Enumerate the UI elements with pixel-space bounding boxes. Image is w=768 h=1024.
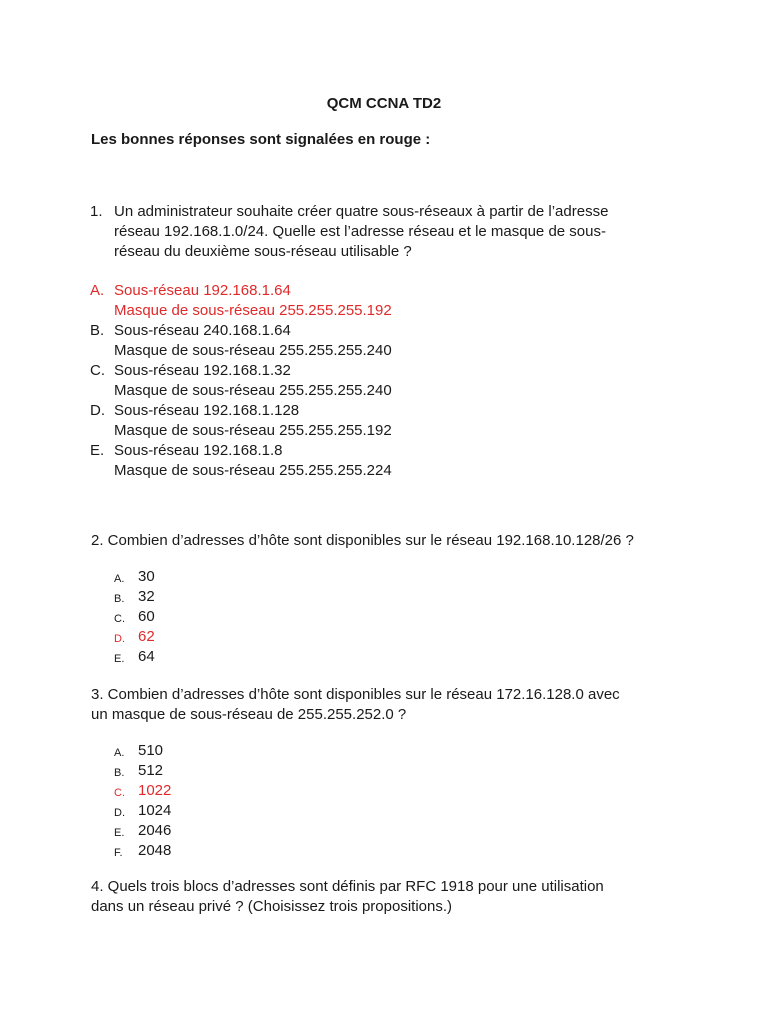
option-mask: Masque de sous-réseau 255.255.255.192	[114, 422, 392, 439]
option-c	[90, 361, 392, 401]
option-value: 30	[138, 568, 155, 585]
option-a	[90, 281, 392, 321]
option-subnet: Sous-réseau 240.168.1.64	[114, 322, 291, 339]
option-b	[114, 587, 155, 607]
option-d	[114, 627, 155, 647]
question-4-line: 4. Quels trois blocs d’adresses sont définis par RFC 1918 pour une utilisation	[91, 878, 604, 895]
question-1	[90, 202, 684, 262]
question-1-number: 1.	[90, 203, 103, 220]
option-value: 1022	[138, 782, 172, 799]
option-letter: E.	[114, 653, 125, 665]
option-letter: B.	[114, 593, 125, 605]
intro-text: Les bonnes réponses sont signalées en rouge :	[91, 131, 431, 148]
question-1-line: réseau du deuxième sous-réseau utilisable ?	[114, 243, 412, 260]
question-1-line: réseau 192.168.1.0/24. Quelle est l’adresse réseau et le masque de sous-	[114, 223, 606, 240]
option-c	[114, 607, 155, 627]
option-letter: A.	[114, 573, 125, 585]
option-letter: E.	[114, 827, 125, 839]
option-value: 1024	[138, 802, 172, 819]
option-letter: A.	[114, 747, 125, 759]
option-value: 62	[138, 628, 155, 645]
option-subnet: Sous-réseau 192.168.1.128	[114, 402, 300, 419]
option-value: 32	[138, 588, 155, 605]
option-mask: Masque de sous-réseau 255.255.255.224	[114, 462, 392, 479]
option-mask: Masque de sous-réseau 255.255.255.240	[114, 342, 392, 359]
option-a	[114, 741, 171, 761]
option-b	[114, 761, 171, 781]
option-letter: B.	[114, 767, 125, 779]
option-d	[90, 401, 392, 441]
option-e	[90, 441, 392, 481]
question-1-options	[90, 281, 392, 481]
option-letter: E.	[90, 442, 105, 459]
question-2-options	[114, 567, 155, 667]
question-2: 2. Combien d’adresses d’hôte sont disponibles sur le réseau 192.168.10.128/26 ?	[91, 532, 634, 549]
option-subnet: Sous-réseau 192.168.1.8	[114, 442, 283, 459]
question-4	[91, 877, 691, 917]
option-letter: D.	[114, 807, 125, 819]
option-f	[114, 841, 172, 861]
option-mask: Masque de sous-réseau 255.255.255.240	[114, 382, 392, 399]
option-subnet: Sous-réseau 192.168.1.64	[114, 282, 291, 299]
option-letter: D.	[90, 402, 105, 419]
option-letter: C.	[114, 787, 125, 799]
option-d	[114, 801, 172, 821]
option-letter: B.	[90, 322, 105, 339]
question-4-line: dans un réseau privé ? (Choisissez trois propositions.)	[91, 898, 453, 915]
option-value: 60	[138, 608, 155, 625]
option-letter: C.	[90, 362, 105, 379]
option-value: 2046	[138, 822, 172, 839]
option-e	[114, 647, 155, 667]
option-value: 2048	[138, 842, 172, 859]
option-value: 512	[138, 762, 164, 779]
question-3-line: 3. Combien d’adresses d’hôte sont disponibles sur le réseau 172.16.128.0 avec	[91, 686, 620, 703]
question-3-options	[114, 741, 172, 861]
option-mask: Masque de sous-réseau 255.255.255.192	[114, 302, 392, 319]
document-title: QCM CCNA TD2	[326, 95, 442, 112]
option-letter: F.	[114, 847, 123, 859]
option-c	[114, 781, 172, 801]
question-1-line: Un administrateur souhaite créer quatre sous-réseaux à partir de l’adresse	[114, 203, 609, 220]
option-e	[114, 821, 172, 841]
option-letter: A.	[90, 282, 105, 299]
option-subnet: Sous-réseau 192.168.1.32	[114, 362, 291, 379]
question-3-line: un masque de sous-réseau de 255.255.252.0 ?	[91, 706, 407, 723]
option-letter: C.	[114, 613, 125, 625]
option-b	[90, 321, 392, 361]
option-value: 64	[138, 648, 155, 665]
option-value: 510	[138, 742, 164, 759]
option-a	[114, 567, 155, 587]
option-letter: D.	[114, 633, 125, 645]
question-3	[91, 685, 691, 725]
